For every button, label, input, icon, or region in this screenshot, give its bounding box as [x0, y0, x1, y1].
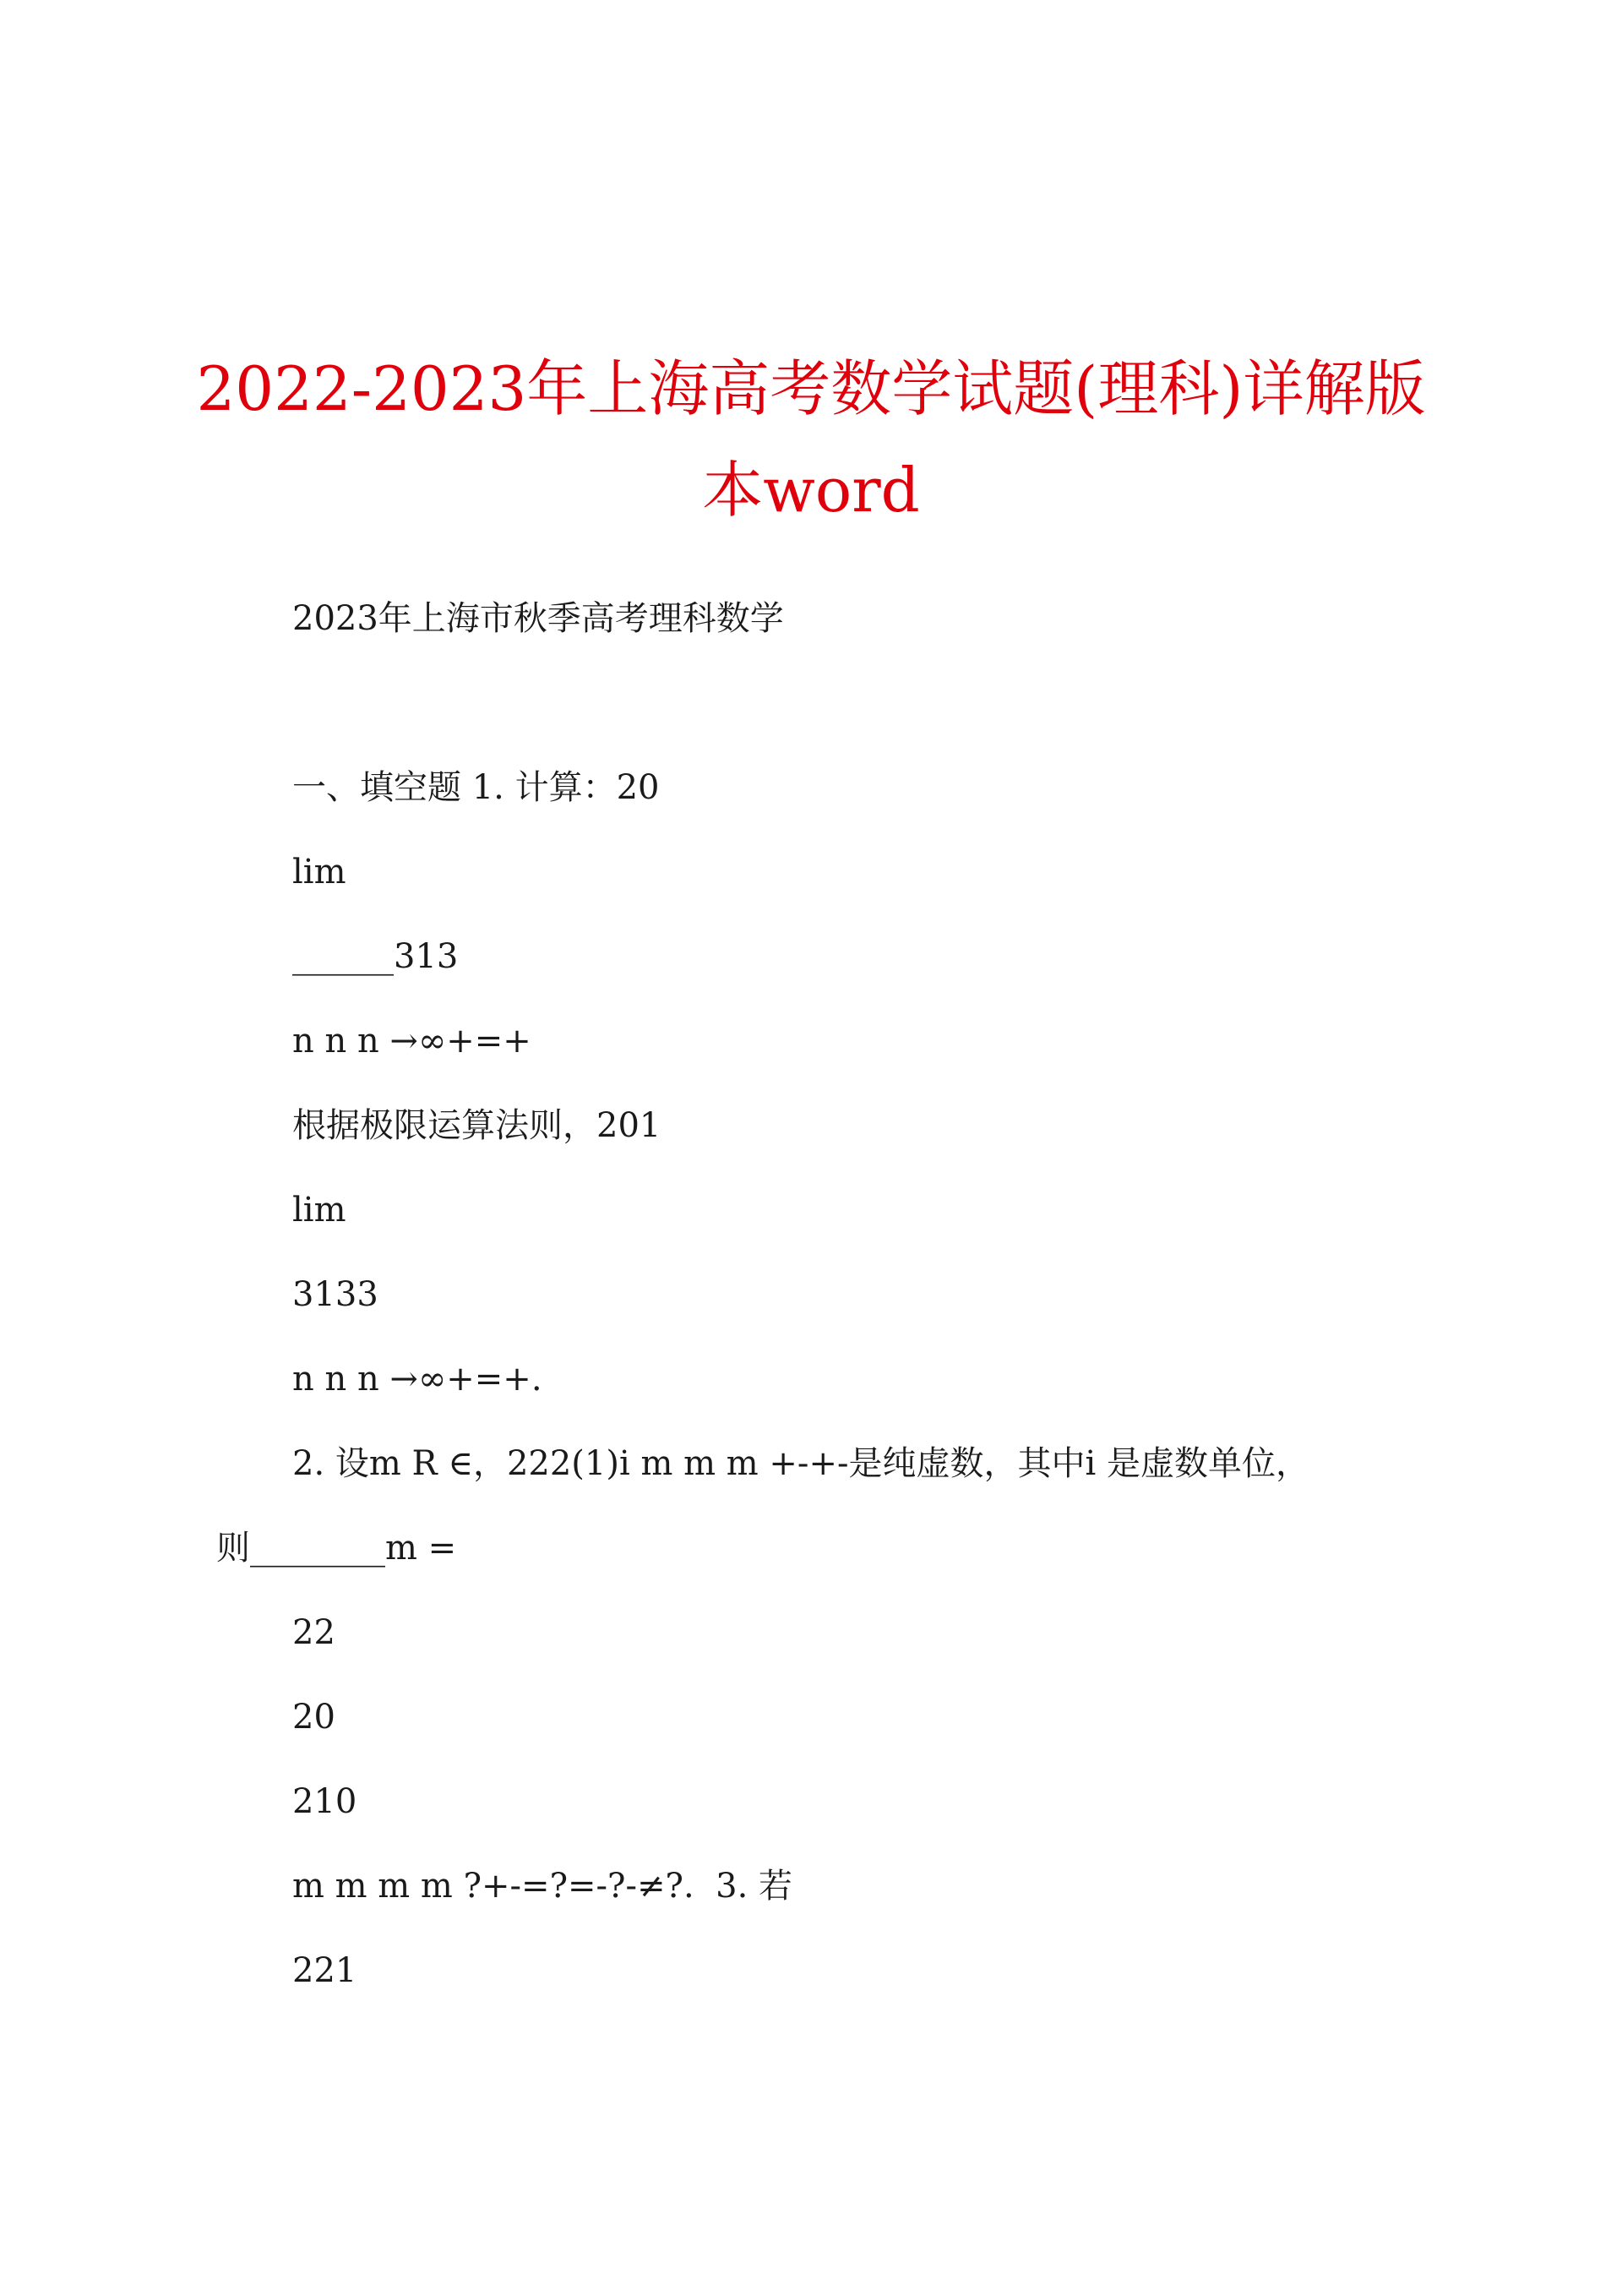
question-1-expression: n n n →∞+=+ [292, 1022, 531, 1061]
question-1-solution-value: 3133 [292, 1275, 378, 1314]
document-title-line-1: 2022-2023年上海高考数学试题(理科)详解版 [196, 353, 1426, 424]
question-2-step-3: 210 [292, 1782, 357, 1821]
question-1-solution-lim: lim [292, 1191, 346, 1230]
question-2-step-2: 20 [292, 1698, 335, 1737]
question-3-fragment: 221 [292, 1951, 357, 1990]
question-2-blank: 则________m = [216, 1529, 457, 1568]
question-1-solution: 根据极限运算法则，201 [292, 1106, 661, 1145]
question-1-blank: ______313 [292, 937, 459, 976]
question-1-heading: 一、填空题 1. 计算：20 [292, 768, 660, 807]
document-subtitle: 2023年上海市秋季高考理科数学 [292, 599, 784, 638]
question-1-lim: lim [292, 853, 346, 892]
question-2-text: 2. 设m R ∈，222(1)i m m m +-+-是纯虚数，其中i 是虚数单位， [292, 1444, 1309, 1483]
question-2-solution-and-question-3: m m m m ?+-=?=-?-≠?. 3. 若 [292, 1867, 792, 1906]
document-title-line-2: 本word [702, 455, 920, 526]
question-1-solution-expression: n n n →∞+=+. [292, 1360, 542, 1399]
question-2-step-1: 22 [292, 1613, 335, 1652]
